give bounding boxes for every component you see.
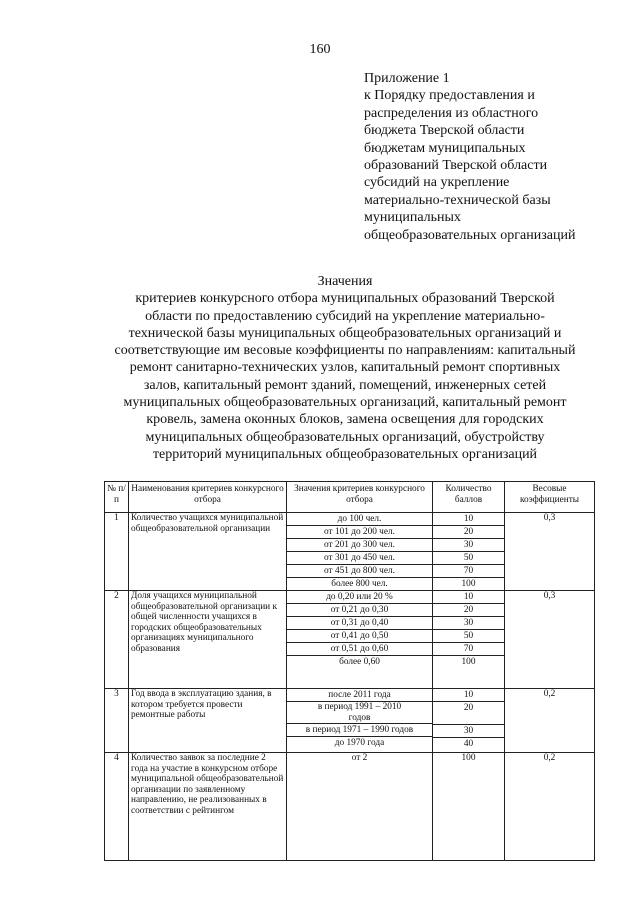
appendix-line: Приложение 1 (364, 71, 450, 86)
value-cell: в период 1971 – 1990 годов (287, 724, 432, 737)
value-cell: до 1970 года (334, 738, 385, 749)
criterion-values (287, 689, 433, 753)
points-cell: 10 (433, 689, 504, 702)
value-cell: до 100 чел. (287, 513, 432, 526)
value-cell: от 201 до 300 чел. (287, 539, 432, 552)
heading-line: территорий муниципальных общеобразовательных организаций (152, 446, 538, 462)
page-number: 160 (309, 42, 331, 57)
header-points: Количество баллов (433, 482, 505, 513)
row-num: 2 (105, 591, 129, 689)
criterion-points (433, 513, 505, 591)
value-cell: после 2011 года (287, 689, 432, 702)
value-cell: от 0,31 до 0,40 (287, 617, 432, 630)
value-cell: от 0,41 до 0,50 (287, 630, 432, 643)
document-heading (60, 273, 630, 463)
appendix-line: материально-технической базы (364, 192, 551, 208)
appendix-block (364, 70, 624, 244)
value-cell: до 0,20 или 20 % (287, 591, 432, 604)
points-cell: 10 (433, 513, 504, 526)
appendix-line: бюджета Тверской области (364, 123, 525, 139)
points-cell: 100 (461, 657, 476, 667)
points-cell: 10 (433, 591, 504, 604)
header-name: Наименования критериев конкурсного отбора (129, 482, 287, 513)
value-cell: от 451 до 800 чел. (287, 565, 432, 578)
table-header-row (105, 482, 595, 513)
appendix-line: бюджетам муниципальных (364, 140, 526, 156)
appendix-line: муниципальных (364, 210, 461, 226)
heading-line: залов, капитальный ремонт зданий, помещений, инженерных сетей (143, 377, 547, 393)
value-cell: в период 1991 – 2010 годов (287, 702, 432, 724)
weight-cell: 0,3 (505, 591, 595, 689)
appendix-line: к Порядку предоставления и (364, 88, 535, 104)
heading-line: муниципальных общеобразовательных организаций, капитальный ремонт (123, 395, 567, 411)
table-row (105, 591, 595, 689)
criterion-values (287, 591, 433, 689)
heading-line: кровель, замена оконных блоков, замена освещения для городских (146, 412, 544, 428)
appendix-line: образований Тверской области (364, 158, 548, 174)
header-values: Значения критериев конкурсного отбора (287, 482, 433, 513)
criterion-name: Год ввода в эксплуатацию здания, в котором требуется провести ремонтные работы (129, 689, 287, 753)
value-cell: от 0,51 до 0,60 (287, 643, 432, 656)
points-cell: 20 (433, 702, 504, 725)
points-cell: 20 (433, 526, 504, 539)
value-cell: от 2 (287, 753, 433, 861)
table-row (105, 689, 595, 753)
points-cell: 30 (433, 617, 504, 630)
row-num: 4 (105, 753, 129, 861)
points-cell: 40 (463, 739, 474, 749)
criteria-table (104, 481, 595, 861)
points-cell: 100 (461, 579, 476, 589)
criterion-name: Количество заявок за последние 2 года на участие в конкурсном отборе муниципальной общеобразовательной организации по заявленному направлению, не реализованных в соответствии с рейтингом (129, 753, 287, 861)
heading-line: технической базы муниципальных общеобразовательных организаций и (128, 325, 562, 341)
criterion-name: Доля учащихся муниципальной общеобразовательной организации к общей численности учащихся в городских общеобразовательных организациях муниципального образования (129, 591, 287, 689)
value-cell: от 101 до 200 чел. (287, 526, 432, 539)
points-cell: 50 (433, 552, 504, 565)
points-cell: 30 (433, 725, 504, 738)
heading-title: Значения (317, 274, 373, 289)
table-row (105, 753, 595, 861)
points-cell: 20 (433, 604, 504, 617)
heading-line: соответствующие им весовые коэффициенты по направлениям: капитальный (114, 343, 576, 359)
criterion-points (433, 591, 505, 689)
heading-line: муниципальных общеобразовательных организаций, обустройству (145, 429, 545, 445)
value-cell: более 0,60 (339, 657, 380, 667)
appendix-line: общеобразовательных организаций (364, 227, 576, 243)
value-cell: более 800 чел. (331, 579, 388, 589)
header-num: № п/п (105, 482, 129, 513)
points-cell: 30 (433, 539, 504, 552)
points-cell: 50 (433, 630, 504, 643)
weight-cell: 0,2 (505, 689, 595, 753)
weight-cell: 0,3 (505, 513, 595, 591)
appendix-line: субсидий на укрепление (364, 175, 510, 191)
criterion-name: Количество учащихся муниципальной общеобразовательной организации (129, 513, 287, 591)
header-weight: Весовые коэффициенты (505, 482, 595, 513)
value-cell: от 0,21 до 0,30 (287, 604, 432, 617)
row-num: 1 (105, 513, 129, 591)
heading-line: ремонт санитарно-технических узлов, капитальный ремонт спортивных (129, 360, 561, 376)
points-cell: 100 (433, 753, 505, 861)
heading-line: критериев конкурсного отбора муниципальных образований Тверской (135, 291, 555, 307)
heading-line: области по предоставлению субсидий на укрепление материально- (145, 308, 545, 324)
criterion-values (287, 513, 433, 591)
points-cell: 70 (433, 643, 504, 656)
weight-cell: 0,2 (505, 753, 595, 861)
appendix-line: распределения из областного (364, 105, 539, 121)
criterion-points (433, 689, 505, 753)
value-cell: от 301 до 450 чел. (287, 552, 432, 565)
row-num: 3 (105, 689, 129, 753)
points-cell: 70 (433, 565, 504, 578)
table-row (105, 513, 595, 591)
